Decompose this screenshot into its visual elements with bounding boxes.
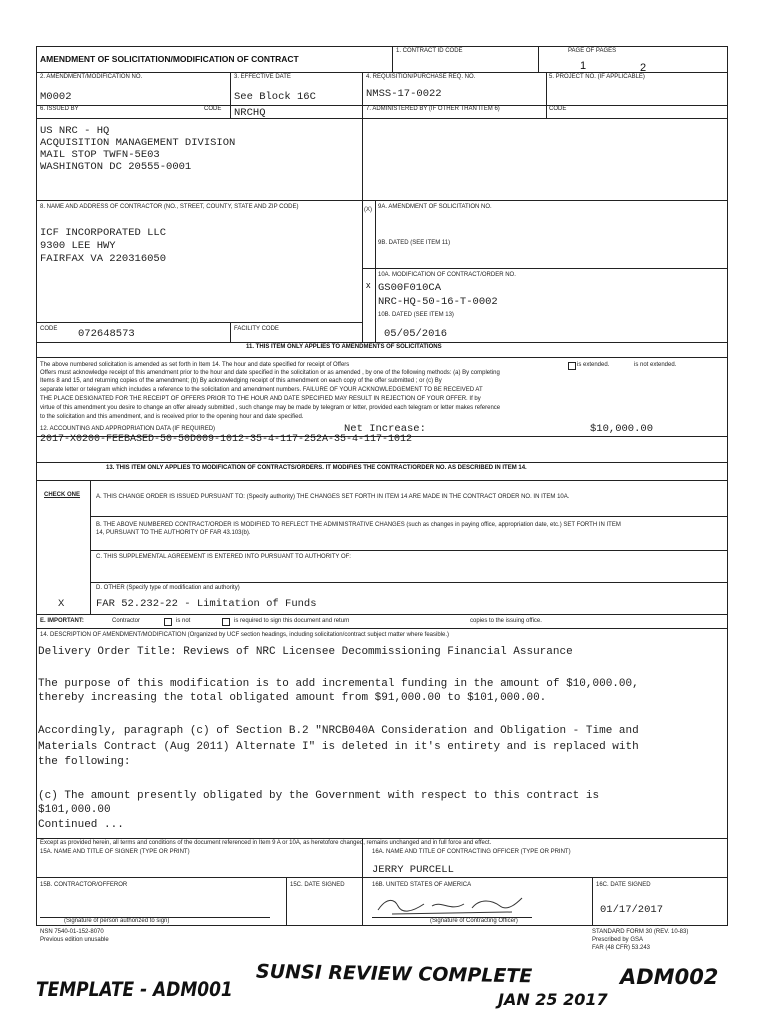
far-text: FAR (48 CFR) 53.243 bbox=[592, 945, 651, 951]
contractor-offeror-label: 15B. CONTRACTOR/OFFEROR bbox=[40, 882, 128, 888]
is-required-label: is required to sign this document and return bbox=[234, 618, 350, 624]
nsn-text: NSN 7540-01-152-8070 bbox=[40, 929, 104, 935]
signer-label: 15A. NAME AND TITLE OF SIGNER (TYPE OR PRINT) bbox=[40, 849, 190, 855]
item-13d-value: FAR 52.232-22 - Limitation of Funds bbox=[96, 598, 317, 610]
issuer-line: MAIL STOP TWFN-5E03 bbox=[40, 149, 160, 161]
item-11-text: Items 8 and 15, and returning copies of the amendment; (b) By acknowledging receipt of this amendment on each copy of the offer submitted ; or (c) By bbox=[40, 378, 442, 384]
accounting-data-value: 2017-X0200-FEEBASED-50-50D009-1012-35-4-117-252A-35-4-117-1012 bbox=[40, 434, 413, 445]
requisition-label: 4. REQUISITION/PURCHASE REQ. NO. bbox=[366, 74, 476, 80]
box-10b-value: 05/05/2016 bbox=[384, 328, 448, 340]
box-10-check: x bbox=[366, 280, 371, 290]
issuer-line: US NRC - HQ bbox=[40, 125, 110, 137]
contractor-code-label: CODE bbox=[40, 326, 58, 332]
contractor-line: ICF INCORPORATED LLC bbox=[40, 227, 167, 239]
item-12-label: 12. ACCOUNTING AND APPROPRIATION DATA (IF REQUIRED) bbox=[40, 426, 216, 432]
administered-code-label: CODE bbox=[549, 106, 567, 112]
issued-by-label: 6. ISSUED BY bbox=[40, 106, 79, 112]
item-13b-text: B. THE ABOVE NUMBERED CONTRACT/ORDER IS MODIFIED TO REFLECT THE ADMINISTRATIVE CHANGES (such as changes in paying office, appropriation date, etc.) SET FORTH IN ITEM 14, PURSUANT TO THE AUTHORITY OF FAR 43.103(b). bbox=[96, 522, 621, 536]
signature-16-caption: (Signature of Contracting Officer) bbox=[430, 918, 518, 924]
is-not-label: is not bbox=[176, 618, 191, 624]
page-label: PAGE OF PAGES bbox=[568, 48, 617, 54]
item-14-label: 14. DESCRIPTION OF AMENDMENT/MODIFICATION (Organized by UCF section headings, including solicitation/contract subject matter where feasible.) bbox=[40, 632, 450, 638]
form-title: AMENDMENT OF SOLICITATION/MODIFICATION OF CONTRACT bbox=[40, 54, 299, 64]
box-9-check: (X) bbox=[364, 207, 372, 213]
date-signed-16c-value: 01/17/2017 bbox=[600, 904, 664, 916]
contracting-officer-label: 16A. NAME AND TITLE OF CONTRACTING OFFICER (TYPE OR PRINT) bbox=[372, 849, 571, 855]
amendment-no-value: M0002 bbox=[40, 91, 72, 103]
description-line: (c) The amount presently obligated by the Government with respect to this contract is bbox=[38, 790, 600, 802]
box-10a-value-1: GS00F010CA bbox=[378, 282, 442, 294]
issuer-line: WASHINGTON DC 20555-0001 bbox=[40, 161, 192, 173]
copies-label: copies to the issuing office. bbox=[470, 618, 542, 624]
item-11-text: separate letter or telegram which includes a reference to the solicitation and amendment numbers. FAILURE OF YOUR ACKNOWLEDGEMENT TO BE RECEIVED AT bbox=[40, 387, 483, 393]
contractor-label: 8. NAME AND ADDRESS OF CONTRACTOR (NO., STREET, COUNTY, STATE AND ZIP CODE) bbox=[40, 204, 299, 210]
except-text: Except as provided herein, all terms and conditions of the document referenced in Item 9 A or 10A, as heretofore changed, remains unchanged and in full force and effect. bbox=[40, 840, 492, 846]
description-line: Materials Contract (Aug 2011) Alternate I" is deleted in it's entirety and is replaced with bbox=[38, 741, 639, 753]
contracting-officer-signature bbox=[372, 892, 532, 920]
issued-code-value: NRCHQ bbox=[234, 107, 266, 119]
review-date-stamp: JAN 25 2017 bbox=[498, 990, 608, 1009]
standard-form-text: STANDARD FORM 30 (REV. 10-83) bbox=[592, 929, 689, 935]
project-no-label: 5. PROJECT NO. (IF APPLICABLE) bbox=[549, 74, 645, 80]
check-one-label: CHECK ONE bbox=[44, 492, 81, 498]
not-extended-checkbox[interactable] bbox=[620, 362, 626, 368]
not-extended-label: is not extended. bbox=[634, 362, 677, 368]
date-signed-16c-label: 16C. DATE SIGNED bbox=[596, 882, 651, 888]
item-11-text: THE PLACE DESIGNATED FOR THE RECEIPT OF OFFERS PRIOR TO THE HOUR AND DATE SPECIFIED MAY RESULT IN REJECTION OF YOUR OFFER. If by bbox=[40, 396, 481, 402]
date-signed-15c-label: 15C. DATE SIGNED bbox=[290, 882, 345, 888]
description-line: Continued ... bbox=[38, 819, 124, 831]
adm-stamp: ADM002 bbox=[620, 965, 719, 989]
box-10b-label: 10B. DATED (SEE ITEM 13) bbox=[378, 312, 454, 318]
issued-code-label: CODE bbox=[204, 106, 222, 112]
contractor-code-value: 072648573 bbox=[78, 328, 135, 340]
net-increase-amount: $10,000.00 bbox=[590, 423, 654, 435]
is-not-checkbox[interactable] bbox=[164, 618, 172, 626]
effective-date-label: 3. EFFECTIVE DATE bbox=[234, 74, 291, 80]
box-9a-label: 9A. AMENDMENT OF SOLICITATION NO. bbox=[378, 204, 492, 210]
contractor-line: FAIRFAX VA 220316050 bbox=[40, 253, 167, 265]
item-11-heading: 11. THIS ITEM ONLY APPLIES TO AMENDMENTS OF SOLICITATIONS bbox=[246, 344, 442, 350]
facility-code-label: FACILITY CODE bbox=[234, 326, 279, 332]
description-line: thereby increasing the total obligated amount from $91,000.00 to $101,000.00. bbox=[38, 692, 547, 704]
extended-label: is extended. bbox=[577, 362, 610, 368]
page-number: 1 bbox=[580, 60, 587, 72]
contractor-line: 9300 LEE HWY bbox=[40, 240, 116, 252]
signature-15-caption: (Signature of person authorized to sign) bbox=[64, 918, 170, 924]
requisition-value: NMSS-17-0022 bbox=[366, 88, 442, 100]
administered-by-label: 7. ADMINISTERED BY (IF OTHER THAN ITEM 6) bbox=[366, 106, 500, 112]
box-10a-value-2: NRC-HQ-50-16-T-0002 bbox=[378, 296, 498, 308]
net-increase-label: Net Increase: bbox=[344, 423, 426, 435]
important-label: E. IMPORTANT: bbox=[40, 618, 84, 624]
item-13-heading: 13. THIS ITEM ONLY APPLIES TO MODIFICATION OF CONTRACTS/ORDERS. IT MODIFIES THE CONTRACT/ORDER NO. AS DESCRIBED IN ITEM 14. bbox=[106, 465, 527, 471]
page-total: 2 bbox=[640, 62, 647, 74]
sunsi-review-stamp: SUNSI REVIEW COMPLETE bbox=[255, 960, 533, 988]
effective-date-value: See Block 16C bbox=[234, 91, 316, 103]
item-11-text: The above numbered solicitation is amended as set forth in Item 14. The hour and date specified for receipt of Offers bbox=[40, 362, 350, 368]
is-required-checkbox[interactable] bbox=[222, 618, 230, 626]
box-9b-label: 9B. DATED (SEE ITEM 11) bbox=[378, 240, 451, 246]
amendment-no-label: 2. AMENDMENT/MODIFICATION NO. bbox=[40, 74, 143, 80]
description-line: $101,000.00 bbox=[38, 804, 111, 816]
item-13d-check: X bbox=[58, 598, 65, 610]
item-13d-text: D. OTHER (Specify type of modification and authority) bbox=[96, 585, 240, 591]
description-line: the following: bbox=[38, 756, 131, 768]
prescribed-text: Prescribed by GSA bbox=[592, 937, 644, 943]
description-line: The purpose of this modification is to add incremental funding in the amount of $10,000.00, bbox=[38, 678, 639, 690]
template-stamp: TEMPLATE - ADM001 bbox=[36, 978, 233, 1002]
issuer-line: ACQUISITION MANAGEMENT DIVISION bbox=[40, 137, 236, 149]
item-11-text: Offers must acknowledge receipt of this amendment prior to the hour and date specified in the solicitation or as amended , by one of the following methods: (a) By completing bbox=[40, 370, 500, 376]
contractor-word: Contractor bbox=[112, 618, 141, 624]
contract-id-label: 1. CONTRACT ID CODE bbox=[396, 48, 463, 54]
item-13a-text: A. THIS CHANGE ORDER IS ISSUED PURSUANT TO: (Specify authority) THE CHANGES SET FORTH IN ITEM 14 ARE MADE IN THE CONTRACT ORDER NO. IN ITEM 10A. bbox=[96, 494, 570, 500]
box-10a-label: 10A. MODIFICATION OF CONTRACT/ORDER NO. bbox=[378, 272, 516, 278]
description-line: Accordingly, paragraph (c) of Section B.2 "NRCB040A Consideration and Obligation - Time and bbox=[38, 725, 639, 737]
description-line: Delivery Order Title: Reviews of NRC Licensee Decommissioning Financial Assurance bbox=[38, 646, 573, 658]
contracting-officer-name: JERRY PURCELL bbox=[372, 864, 454, 876]
usa-label: 16B. UNITED STATES OF AMERICA bbox=[372, 882, 472, 888]
item-13c-text: C. THIS SUPPLEMENTAL AGREEMENT IS ENTERED INTO PURSUANT TO AUTHORITY OF: bbox=[96, 554, 351, 560]
item-11-text: virtue of this amendment you desire to change an offer already submitted , such change may be made by telegram or letter, provided each telegram or letter makes reference bbox=[40, 405, 501, 411]
previous-edition-text: Previous edition unusable bbox=[40, 937, 109, 943]
extended-checkbox[interactable] bbox=[568, 362, 576, 370]
item-11-text: to the solicitation and this amendment, and is received prior to the opening hour and date specified. bbox=[40, 414, 304, 420]
